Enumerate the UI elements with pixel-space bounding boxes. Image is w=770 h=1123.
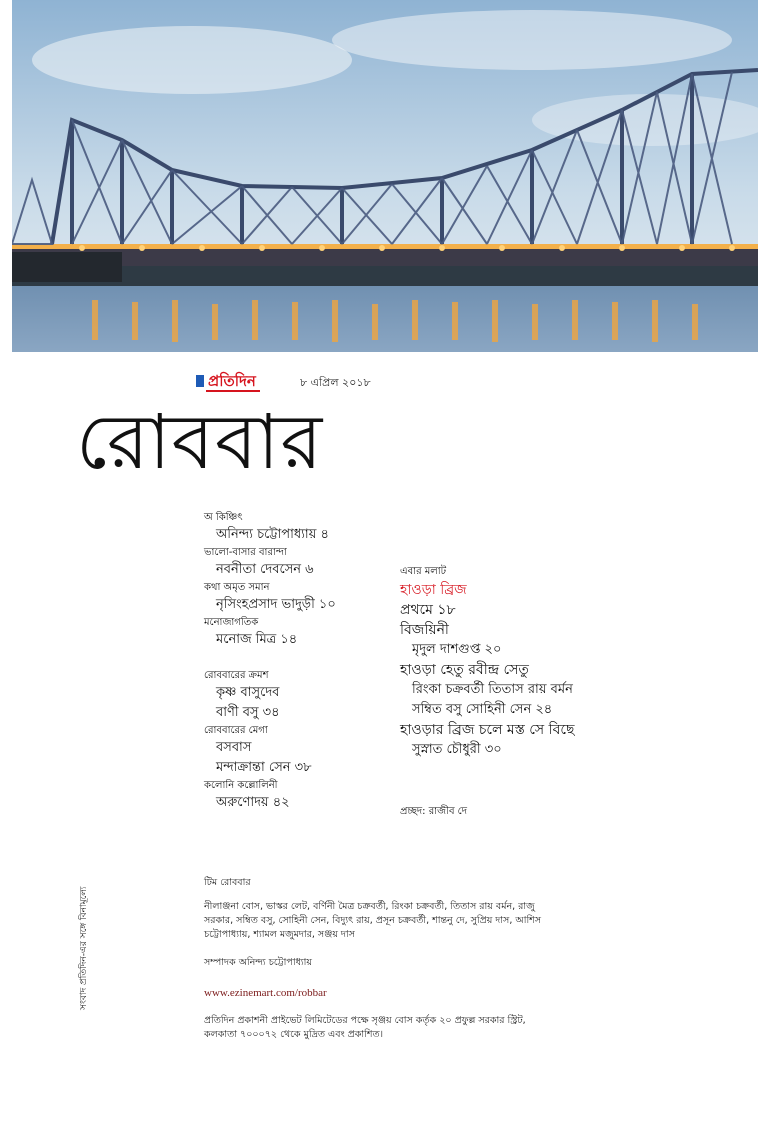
toc-section-heading: রোববারের মেগা (204, 725, 268, 736)
toc-entry: বসবাস (216, 740, 252, 755)
toc-section-heading: ভালো-বাসার বারান্দা (204, 547, 287, 558)
brand-logo-text: প্রতিদিন (208, 372, 256, 390)
logo-blue-tab (196, 375, 204, 387)
cover-credit: প্রচ্ছদ: রাজীব দে (400, 806, 467, 817)
website-link[interactable]: www.ezinemart.com/robbar (204, 987, 327, 999)
team-label: টিম রোববার (204, 877, 251, 888)
toc-section (204, 580, 384, 615)
team-members: নীলাঞ্জনা বোস, ভাস্কর লেট, বর্ণিনী মৈত্র চক্রবর্তী, রিংকা চক্রবর্তী, তিতাস রায় বর্মন, রাজু সরকার, সম্বিত বসু, সোহিনী সেন, বিদ্যুৎ রায়, প্রসূন চক্রবর্তী, শান্তনু দে, সুপ্রিয় দাস, আশিস চট্টোপাধ্যায়, শ্যামল মজুমদার, সঞ্জয় দাস (204, 901, 542, 940)
brand-logo (196, 372, 260, 390)
cover-story-entry: বিজয়িনী (400, 622, 449, 638)
publisher-note: প্রতিদিন প্রকাশনী প্রাইভেট লিমিটেডের পক্ষে সৃঞ্জয় বোস কর্তৃক ২০ প্রফুল্ল সরকার স্ট্রিট, কলকাতা ৭০০০৭২ থেকে মুদ্রিত এবং প্রকাশিত। (204, 1015, 526, 1040)
toc-entry: অনিন্দ্য চট্টোপাধ্যায় ৪ (216, 527, 329, 542)
toc-section (204, 510, 384, 545)
toc-entry: নবনীতা দেবসেন ৬ (216, 562, 314, 577)
toc-entry: কৃষ্ণ বাসুদেব (216, 685, 280, 700)
side-credit: সংবাদ প্রতিদিন-এর সঙ্গে বিনামূল্যে (79, 886, 89, 1010)
toc-section (204, 723, 384, 778)
cover-story-author: সম্বিত বসু সোহিনী সেন ২৪ (412, 702, 553, 717)
cover-story-title: হাওড়া ব্রিজ (400, 582, 467, 598)
section-gap (204, 650, 384, 668)
toc-section-heading: কথা অমৃত সমান (204, 582, 270, 593)
toc-section (204, 615, 384, 650)
toc-section (204, 545, 384, 580)
cover-story-entry: প্রথমে ১৮ (400, 602, 456, 618)
toc-entry: বাণী বসু ৩৪ (216, 705, 280, 720)
cover-story-entry: হাওড়ার ব্রিজ চলে মস্ত সে বিছে (400, 722, 575, 738)
cover-story-entry: হাওড়া হেতু রবীন্দ্র সেতু (400, 662, 529, 678)
toc-section-heading: রোববারের ক্রমশ (204, 670, 269, 681)
toc-entry: অরুণোদয় ৪২ (216, 795, 290, 810)
toc-left-column (204, 510, 384, 813)
imprint (204, 876, 544, 1042)
cover-photo (12, 0, 758, 352)
cover-story-author: সুস্নাত চৌধুরী ৩০ (412, 742, 502, 757)
toc-section-heading: অ কিঞ্চিৎ (204, 512, 243, 523)
toc-entry: নৃসিংহপ্রসাদ ভাদুড়ী ১০ (216, 597, 336, 612)
cover-story-heading: এবার মলাট (400, 566, 447, 577)
editor-credit: সম্পাদক অনিন্দ্য চট্টোপাধ্যায় (204, 957, 313, 968)
issue-date: ৮ এপ্রিল ২০১৮ (300, 376, 371, 389)
toc-entry: মন্দাক্রান্তা সেন ৩৮ (216, 760, 312, 775)
toc-section-heading: কলোনি কল্লোলিনী (204, 780, 278, 791)
toc-section (204, 668, 384, 723)
toc-section-heading: মনোজাগতিক (204, 617, 259, 628)
cover-story-author: মৃদুল দাশগুপ্ত ২০ (412, 642, 502, 657)
magazine-title: রোববার (76, 397, 324, 486)
cover-story-author: রিংকা চক্রবর্তী তিতাস রায় বর্মন (412, 682, 573, 697)
toc-right-column (400, 563, 620, 760)
toc-section (204, 778, 384, 813)
toc-entry: মনোজ মিত্র ১৪ (216, 632, 298, 647)
howrah-bridge-illustration (12, 0, 758, 352)
